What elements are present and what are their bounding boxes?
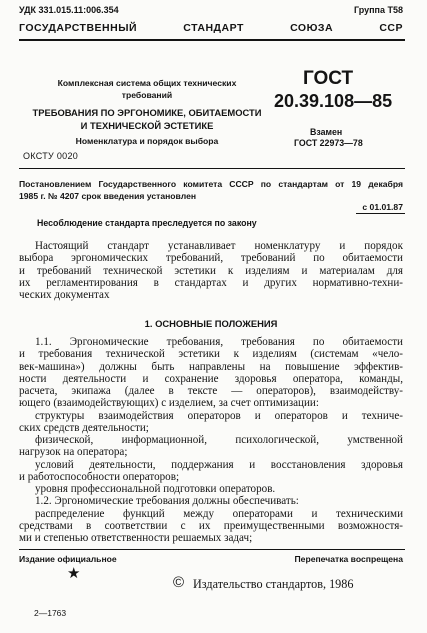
document-title-line1: ТРЕБОВАНИЯ ПО ЭРГОНОМИКЕ, ОБИТАЕМОСТИ [32, 107, 262, 118]
text-line: и требования технической эстетики к изделиям (системам «чело- [19, 348, 403, 361]
document-subtitle: Номенклатура и порядок выбора [75, 136, 219, 146]
text-line: выбора эргономических требований, требований по обитаемости [19, 252, 403, 265]
title-rule [19, 168, 405, 169]
star-icon: ★ [67, 566, 81, 582]
document-title-line2: И ТЕХНИЧЕСКОЙ ЭСТЕТИКЕ [80, 120, 214, 131]
text-line: структуры взаимодействия операторов и операторов и техниче- [35, 409, 403, 422]
footer-rule [19, 549, 405, 550]
udk-code: УДК 331.015.11:006.354 [19, 5, 119, 15]
text-line: их регламентирования в стандартах и других нормативно-техни- [19, 276, 403, 289]
system-name-line1: Комплексная система общих технических [57, 78, 237, 88]
header-rule [19, 39, 405, 41]
text-line: и требований технической эстетики к изделиям и материалам для [19, 264, 403, 277]
text-line: физической, информационной, психологической, умственной [35, 434, 403, 446]
print-code: 2—1763 [34, 608, 67, 618]
text-line: расчета, экипажа (далее в тексте — операторов), взаимодейству- [19, 385, 403, 397]
copyright-text: Издательство стандартов, 1986 [193, 577, 354, 591]
intro-paragraph [19, 240, 403, 301]
text-line: условий деятельности, поддержания и восстановления здоровья [35, 458, 403, 471]
reprint-forbidden-label: Перепечатка воспрещена [294, 554, 403, 564]
official-edition-label: Издание официальное [19, 554, 117, 564]
text-line: век-машина») должны быть направлены на повышение эффектив- [19, 360, 403, 373]
text-line: нагрузок на оператора; [19, 446, 128, 459]
text-line: ских средств деятельности; [19, 421, 149, 434]
text-line: и работоспособности операторов; [19, 470, 180, 483]
text-line: 1.2. Эргономические требования должны обеспечивать: [35, 495, 299, 508]
state-standard-banner: ГОСУДАРСТВЕННЫЙ СТАНДАРТ СОЮЗА ССР [19, 22, 403, 34]
gost-number: 20.39.108—85 [274, 91, 393, 111]
copyright-icon: © [173, 574, 185, 591]
effective-date: с 01.01.87 [362, 202, 403, 212]
gost-label: ГОСТ [303, 68, 354, 89]
effective-date-underline [356, 213, 405, 214]
text-line: ческих документах [19, 289, 110, 301]
section-heading: 1. ОСНОВНЫЕ ПОЛОЖЕНИЯ [144, 318, 278, 329]
text-line: Настоящий стандарт устанавливает номенклатуру и порядок [35, 240, 403, 252]
text-line: ющего (взаимодействующих) с изделием, за счет оптимизации: [19, 397, 319, 410]
text-line: ности деятельности и сохранение здоровья оператора, команды, [19, 372, 403, 385]
replaces-label: Взамен [310, 127, 343, 137]
text-line: уровня профессиональной подготовки операторов. [35, 483, 276, 495]
decree-line1: Постановлением Государственного комитета СССР по стандартам от 19 декабря [19, 179, 403, 189]
text-line: распределение функций между операторами и техническими [35, 507, 403, 520]
replaces-value: ГОСТ 22973—78 [294, 138, 363, 148]
text-line: ми и степенью ответственности решаемых задач; [19, 532, 253, 544]
text-line: 1.1. Эргономические требования, требования по обитаемости [35, 336, 403, 348]
body-text [19, 336, 403, 544]
okstu-code: ОКСТУ 0020 [23, 151, 79, 161]
compliance-notice: Несоблюдение стандарта преследуется по закону [37, 218, 257, 228]
system-name-line2: требований [121, 90, 173, 100]
decree-line2: 1985 г. № 4207 срок введения установлен [19, 191, 197, 201]
group-code: Группа Т58 [353, 5, 403, 15]
text-line: средствами в соответствии с их преимущественными возможностя- [19, 519, 403, 532]
